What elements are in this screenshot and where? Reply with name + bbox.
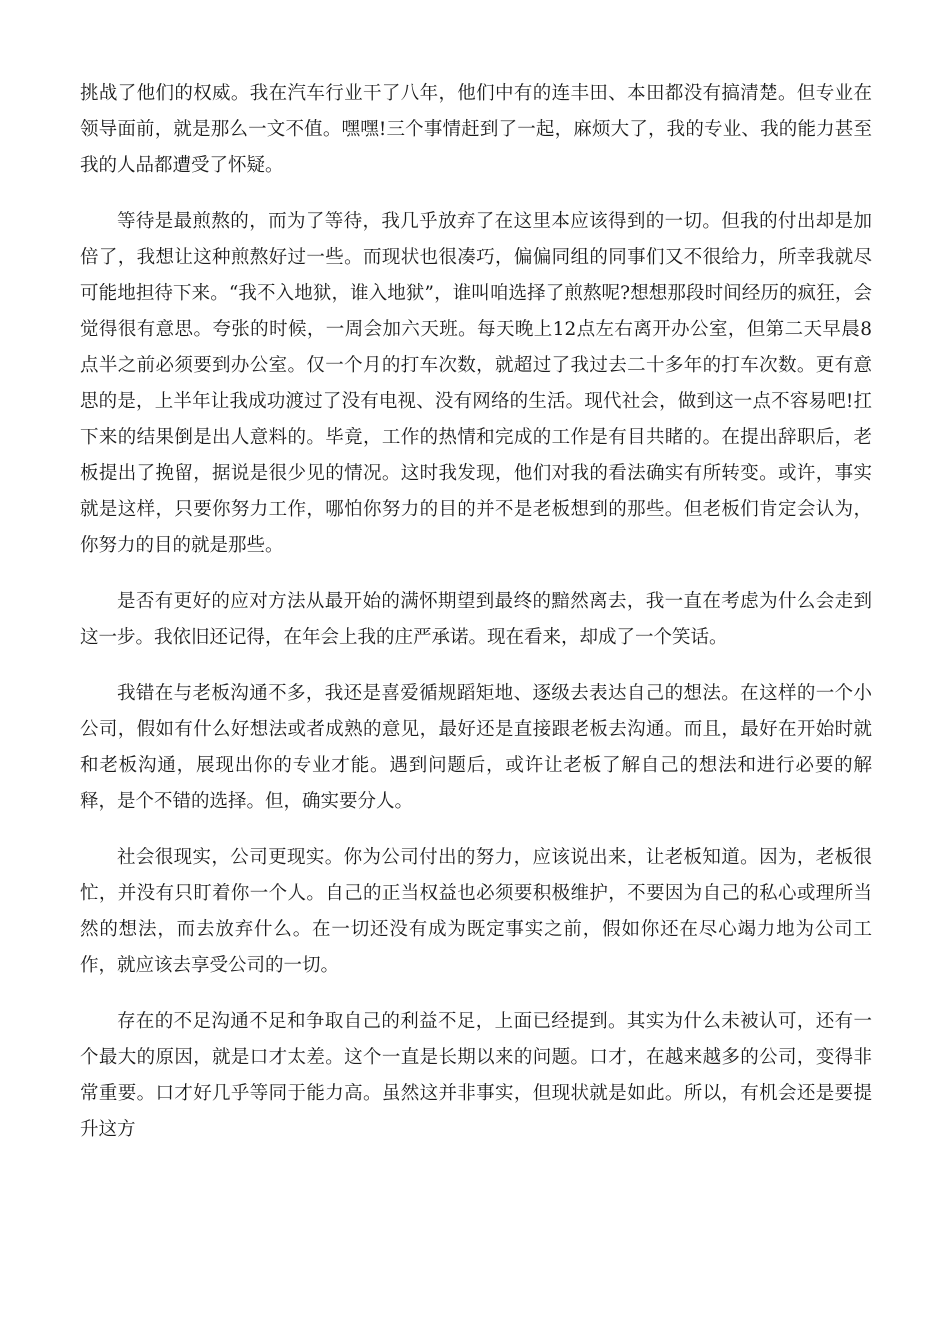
- paragraph: 我错在与老板沟通不多，我还是喜爱循规蹈矩地、逐级去表达自己的想法。在这样的一个小公司，假如有什么好想法或者成熟的意见，最好还是直接跟老板去沟通。而且，最好在开始时就和老板沟通，展现出你的专业才能。遇到问题后，或许让老板了解自己的想法和进行必要的解释，是个不错的选择。但，确实要分人。: [80, 683, 872, 812]
- paragraph: 等待是最煎熬的，而为了等待，我几乎放弃了在这里本应该得到的一切。但我的付出却是加倍了，我想让这种煎熬好过一些。而现状也很凑巧，偏偏同组的同事们又不很给力，所幸我就尽可能地担待下来。“我不入地狱，谁入地狱”，谁叫咱选择了煎熬呢?想想那段时间经历的疯狂，会觉得很有意思。夸张的时候，一周会加六天班。每天晚上12点左右离开办公室，但第二天早晨8点半之前必须要到办公室。仅一个月的打车次数，就超过了我过去二十多年的打车次数。更有意思的是，上半年让我成功渡过了没有电视、没有网络的生活。现代社会，做到这一点不容易吧!扛下来的结果倒是出人意料的。毕竟，工作的热情和完成的工作是有目共睹的。在提出辞职后，老板提出了挽留，据说是很少见的情况。这时我发现，他们对我的看法确实有所转变。或许，事实就是这样，只要你努力工作，哪怕你努力的目的并不是老板想到的那些。但老板们肯定会认为，你努力的目的就是那些。: [80, 211, 872, 556]
- paragraph: 社会很现实，公司更现实。你为公司付出的努力，应该说出来，让老板知道。因为，老板很忙，并没有只盯着你一个人。自己的正当权益也必须要积极维护，不要因为自己的私心或理所当然的想法，而去放弃什么。在一切还没有成为既定事实之前，假如你还在尽心竭力地为公司工作，就应该去享受公司的一切。: [80, 847, 872, 976]
- paragraph: 是否有更好的应对方法从最开始的满怀期望到最终的黯然离去，我一直在考虑为什么会走到这一步。我依旧还记得，在年会上我的庄严承诺。现在看来，却成了一个笑话。: [80, 591, 872, 648]
- document-body: [80, 76, 872, 1168]
- paragraph: 挑战了他们的权威。我在汽车行业干了八年，他们中有的连丰田、本田都没有搞清楚。但专业在领导面前，就是那么一文不值。嘿嘿!三个事情赶到了一起，麻烦大了，我的专业、我的能力甚至我的人品都遭受了怀疑。: [80, 83, 872, 176]
- paragraph: 存在的不足沟通不足和争取自己的利益不足，上面已经提到。其实为什么未被认可，还有一个最大的原因，就是口才太差。这个一直是长期以来的问题。口才，在越来越多的公司，变得非常重要。口才好几乎等同于能力高。虽然这并非事实，但现状就是如此。所以，有机会还是要提升这方: [80, 1011, 872, 1140]
